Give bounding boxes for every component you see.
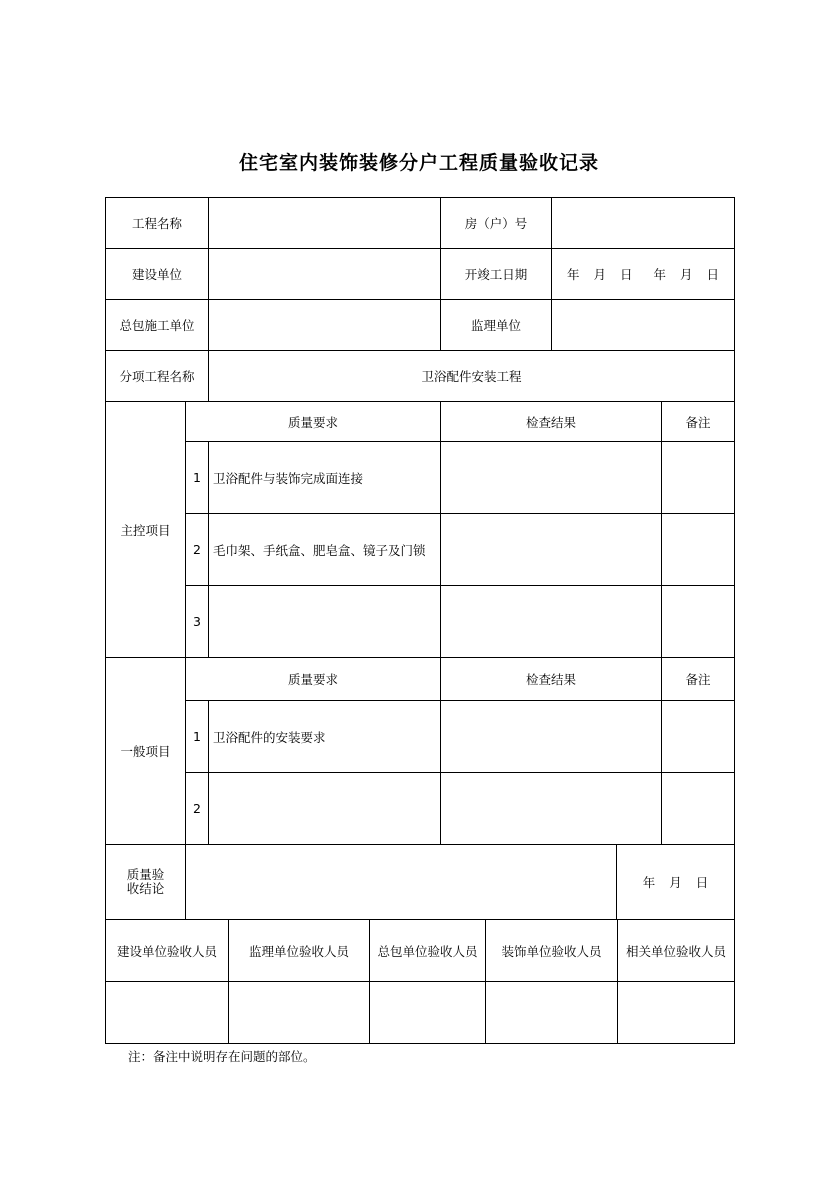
row-number: 3 (186, 586, 209, 658)
general-quality-header: 质量要求 (186, 658, 441, 701)
end-month-label: 月 (679, 267, 693, 282)
owner-label: 建设单位 (106, 249, 209, 300)
owner-inspector-label: 建设单位验收人员 (106, 920, 229, 982)
row-number: 2 (186, 773, 209, 845)
check-result-field[interactable] (441, 701, 662, 773)
quality-requirement: 毛巾架、手纸盒、肥皂盒、镜子及门锁 (209, 514, 441, 586)
owner-inspector-signature[interactable] (106, 982, 229, 1044)
owner-field[interactable] (209, 249, 441, 300)
remark-field[interactable] (662, 442, 735, 514)
remark-field[interactable] (662, 701, 735, 773)
row-number: 1 (186, 442, 209, 514)
main-control-row-3 (106, 586, 735, 658)
supervisor-field[interactable] (552, 300, 735, 351)
check-result-field[interactable] (441, 442, 662, 514)
conclusion-label-line2: 收结论 (126, 881, 165, 896)
sub-project-value[interactable]: 卫浴配件安装工程 (209, 351, 735, 402)
signature-table (105, 919, 735, 1044)
quality-requirement[interactable] (209, 586, 441, 658)
general-remark-header: 备注 (662, 658, 735, 701)
check-result-field[interactable] (441, 514, 662, 586)
signature-header-row (106, 920, 735, 982)
conclusion-label-line1: 质量验 (126, 867, 165, 882)
quality-requirement[interactable] (209, 773, 441, 845)
footnote: 注：备注中说明存在问题的部位。 (128, 1049, 316, 1064)
conclusion-month-label: 月 (669, 875, 682, 890)
conclusion-day-label: 日 (695, 875, 709, 890)
conclusion-label (106, 845, 186, 920)
room-number-field[interactable] (552, 198, 735, 249)
inspection-form-table (105, 197, 735, 920)
general-header-row (106, 658, 735, 701)
page-title: 住宅室内装饰装修分户工程质量验收记录 (238, 152, 599, 174)
conclusion-field[interactable] (186, 845, 617, 920)
general-row-1 (106, 701, 735, 773)
dates-field[interactable] (552, 249, 735, 300)
check-result-field[interactable] (441, 773, 662, 845)
contractor-inspector-signature[interactable] (370, 982, 486, 1044)
general-row-2 (106, 773, 735, 845)
general-result-header: 检查结果 (441, 658, 662, 701)
remark-field[interactable] (662, 773, 735, 845)
related-inspector-signature[interactable] (618, 982, 735, 1044)
signature-field-row (106, 982, 735, 1044)
supervisor-inspector-label: 监理单位验收人员 (229, 920, 370, 982)
conclusion-row (106, 845, 735, 920)
main-control-header-row (106, 402, 735, 442)
end-year-label: 年 (653, 267, 666, 282)
main-control-label: 主控项目 (106, 402, 186, 658)
conclusion-date[interactable] (617, 845, 735, 920)
quality-requirement: 卫浴配件的安装要求 (209, 701, 441, 773)
remark-field[interactable] (662, 514, 735, 586)
dates-label: 开竣工日期 (441, 249, 552, 300)
owner-row (106, 249, 735, 300)
supervisor-inspector-signature[interactable] (229, 982, 370, 1044)
sub-project-label: 分项工程名称 (106, 351, 209, 402)
conclusion-year-label: 年 (642, 875, 656, 890)
decoration-inspector-label: 装饰单位验收人员 (486, 920, 618, 982)
check-result-field[interactable] (441, 586, 662, 658)
remark-field[interactable] (662, 586, 735, 658)
decoration-inspector-signature[interactable] (486, 982, 618, 1044)
supervisor-label: 监理单位 (441, 300, 552, 351)
project-name-label: 工程名称 (106, 198, 209, 249)
start-day-label: 日 (620, 267, 633, 282)
contractor-field[interactable] (209, 300, 441, 351)
main-control-row-1 (106, 442, 735, 514)
main-control-remark-header: 备注 (662, 402, 735, 442)
contractor-label: 总包施工单位 (106, 300, 209, 351)
row-number: 2 (186, 514, 209, 586)
row-number: 1 (186, 701, 209, 773)
project-name-field[interactable] (209, 198, 441, 249)
end-day-label: 日 (706, 267, 720, 282)
end-date (646, 265, 726, 283)
start-month-label: 月 (593, 267, 607, 282)
general-label: 一般项目 (106, 658, 186, 845)
room-number-label: 房（户）号 (441, 198, 552, 249)
main-control-quality-header: 质量要求 (186, 402, 441, 442)
contractor-row (106, 300, 735, 351)
main-control-result-header: 检查结果 (441, 402, 662, 442)
quality-requirement: 卫浴配件与装饰完成面连接 (209, 442, 441, 514)
start-year-label: 年 (567, 267, 580, 282)
start-date (560, 265, 640, 283)
sub-project-row (106, 351, 735, 402)
main-control-row-2 (106, 514, 735, 586)
related-inspector-label: 相关单位验收人员 (618, 920, 735, 982)
project-name-row (106, 198, 735, 249)
contractor-inspector-label: 总包单位验收人员 (370, 920, 486, 982)
